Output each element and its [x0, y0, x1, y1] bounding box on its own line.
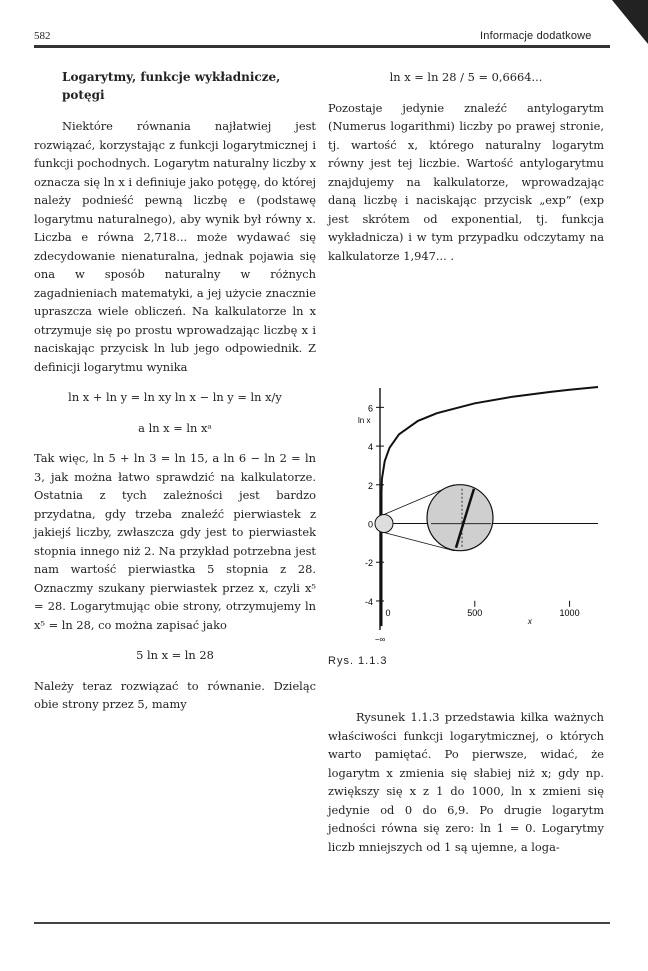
x-tick-label-0: 0	[385, 607, 391, 618]
equation-5lnx: 5 ln x = ln 28	[136, 648, 214, 662]
x-tick-label-1: 500	[467, 607, 483, 618]
header-rule	[34, 45, 610, 48]
y-tick-label-2: 2	[367, 480, 373, 491]
right-paragraph-1: Pozostaje jedynie znaleźć antylogarytm (Numerus logarithmi) liczby po prawej stronie, tj. wartość x, którego naturalny logarytm równy jest tej liczbie. Wartość antylogarytmu znajdujemy na kalkulatorze, wprowadzając daną liczbę i naciskając przycisk „exp” (exp jest skrótem od exponential, tj. funkcja wykładnicza) i w tym przypadku odczytamy na kalkulatorze 1,947... .	[328, 100, 604, 263]
y-infinity-label: −∞	[374, 635, 386, 644]
section-heading: Logarytmy, funkcje wykładnicze, potęgi	[62, 70, 281, 102]
y-tick-label-0: 6	[367, 403, 373, 414]
equation-lnx-value: ln x = ln 28 / 5 = 0,6664...	[389, 70, 543, 84]
figure-caption: Rys. 1.1.3	[328, 655, 388, 667]
y-tick-label-4: -2	[364, 558, 373, 569]
y-tick-label-1: 4	[367, 442, 373, 453]
left-paragraph-3: Należy teraz rozwiązać to równanie. Dzieląc obie strony przez 5, mamy	[34, 678, 316, 711]
equation-log-sum-diff: ln x + ln y = ln xy ln x − ln y = ln x/y	[68, 390, 282, 404]
right-paragraph-2	[328, 708, 604, 856]
right-paragraph-2-text: Rysunek 1.1.3 przedstawia kilka ważnych właściwości funkcji logarytmicznej, o których warto pamiętać. Po pierwsze, widać, że logarytm x zmienia się słabiej niż x; gdy np. zwiększy się x z 1 do 1000, ln x zmieni się jedynie od 0 do 6,9. Po drugie logarytm jedności równa się zero: ln 1 = 0. Logarytmy liczb mniejszych od 1 są ujemne, a loga-	[328, 710, 604, 854]
left-paragraph-2: Tak więc, ln 5 + ln 3 = ln 15, a ln 6 − ln 2 = ln 3, jak można łatwo sprawdzić na kalkulatorze. Ostatnia z tych zależności jest bardzo przydatna, gdy trzeba znaleźć pierwiastek z jakiejś liczby, zwłaszcza gdy jest to pierwiastek stopnia innego niż 2. Na przykład potrzebna jest nam wartość pierwiastka 5 stopnia z 28. Oznaczmy szukany pierwiastek przez x, czyli x⁵ = 28. Logarytmując obie strony, otrzymujemy ln x⁵ = ln 28, co można zapisać jako	[34, 451, 316, 632]
equation-log-power: a ln x = ln xᵃ	[138, 420, 212, 435]
figure-ln-graph	[328, 380, 604, 646]
ln-chart-svg	[328, 380, 604, 646]
origin-magnify-circle	[375, 515, 393, 533]
x-axis-label: x	[527, 617, 532, 627]
y-axis-label: ln x	[358, 415, 371, 425]
page-number: 582	[34, 30, 51, 42]
x-tick-label-2: 1000	[559, 607, 580, 618]
left-column	[34, 68, 316, 714]
y-tick-label-3: 0	[367, 519, 373, 530]
footer-rule	[34, 922, 610, 924]
running-header-title: Informacje dodatkowe	[480, 30, 592, 42]
inset-magnify-circle	[427, 485, 493, 551]
y-tick-label-5: -4	[364, 596, 373, 607]
left-paragraph-1: Niektóre równania najłatwiej jest rozwiązać, korzystając z funkcji logarytmicznej i funkcji pochodnych. Logarytm naturalny liczby x oznacza się ln x i definiuje jako potęgę, do której należy podnieść pewną liczbę e (podstawę logarytmu naturalnego), aby wynik był równy x. Liczba e równa 2,718... może wydawać się zdecydowanie nienaturalna, jednak pojawia się ona w sposób naturalny w różnych zagadnieniach matematyki, a jej użycie znacznie upraszcza wiele obliczeń. Na kalkulatorze ln x otrzymuje się po prostu wprowadzając liczbę x i naciskając przycisk ln lub jego odpowiednik. Z definicji logarytmu wynika	[34, 119, 316, 374]
page-corner-mark	[612, 0, 648, 44]
right-column	[328, 68, 604, 265]
